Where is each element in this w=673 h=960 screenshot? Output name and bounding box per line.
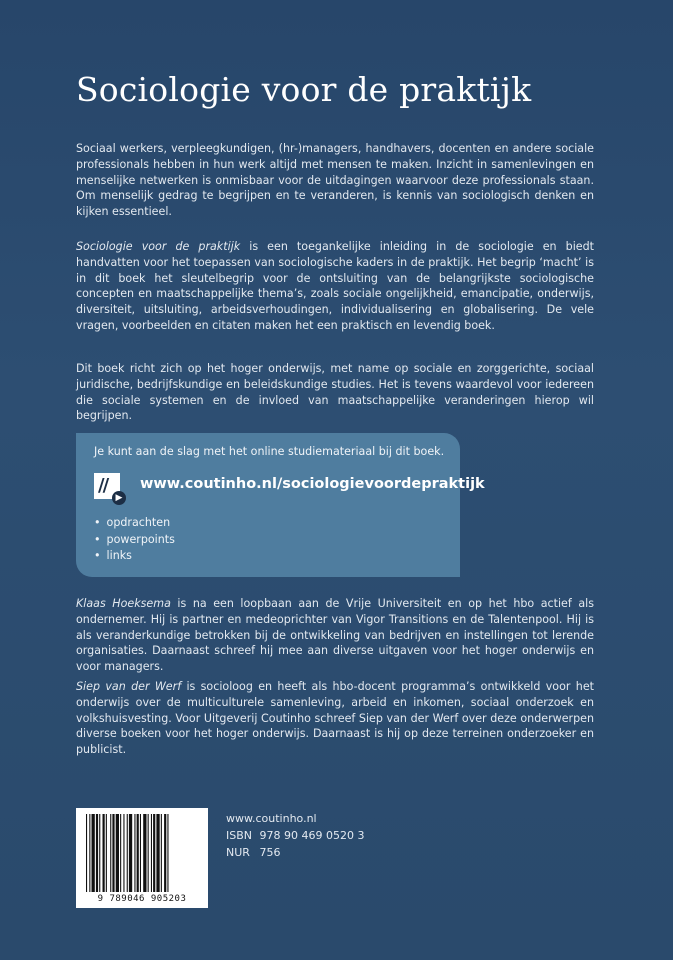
author-bio-1 xyxy=(76,596,594,675)
publisher-website: www.coutinho.nl xyxy=(226,812,317,825)
author-name-2: Siep van der Werf xyxy=(76,680,182,693)
author-bio-2-text: is socioloog en heeft als hbo-docent programma’s ontwikkeld voor het onderwijs over de multiculturele samenleving, arbeid en inkomen, sociaal onderzoek en volkshuisvesting. Voor Uitgeverij Coutinho schreef Siep van der Werf over deze onderwerpen diverse boeken voor het hoger onderwijs. Daarnaast is hij op deze terreinen onderzoeker en publicist. xyxy=(76,680,594,757)
list-item-powerpoints: • powerpoints xyxy=(94,532,175,549)
online-material-box xyxy=(76,433,485,577)
publisher-info xyxy=(226,810,364,861)
author-name-1: Klaas Hoeksema xyxy=(76,597,171,610)
nur-label: NUR xyxy=(226,846,250,859)
author-bio-2 xyxy=(76,679,594,758)
isbn-barcode xyxy=(76,808,208,908)
barcode-bars-graphic xyxy=(84,814,200,892)
description-paragraph-1: Sociaal werkers, verpleegkundigen, (hr-)managers, handhavers, docenten en andere sociale professionals hebben in hun werk altijd met mensen te maken. Inzicht in samenlevingen en menselijke netwerken is onmisbaar voor de uitdagingen waarvoor deze professionals staan. Om menselijk gedrag te begrijpen en te veranderen, is kennis van sociologisch denken en kijken essentieel. xyxy=(76,142,594,219)
isbn-label: ISBN xyxy=(226,829,253,842)
isbn-line xyxy=(226,827,364,844)
list-item-opdrachten: • opdrachten xyxy=(94,515,175,532)
paragraph-2-text: is een toegankelijke inleiding in de sociologie en biedt handvatten voor het toepassen van sociologische kaders in de praktijk. Het begrip ‘macht’ is in dit boek het sleutelbegrip voor de ontsluiting van de belangrijkste sociologische concepten en maatschappelijke thema’s, zoals sociale ongelijkheid, emancipatie, onderwijs, diversiteit, uitsluiting, arbeidsverhoudingen, individualisering en globalisering. De vele vragen, voorbeelden en citaten maken het een praktisch en levendig boek. xyxy=(76,240,594,332)
barcode-digits: 9 789046 905203 xyxy=(97,894,187,904)
online-url-link[interactable]: www.coutinho.nl/sociologievoordepraktijk xyxy=(140,476,485,492)
online-materials-list xyxy=(94,515,175,565)
description-paragraph-3: Dit boek richt zich op het hoger onderwijs, met name op sociale en zorggerichte, sociaal juridische, bedrijfskundige en beleidskundige studies. Het is tevens waardevol voor iedereen die sociale systemen en de invloed van maatschappelijke veranderingen hierop wil begrijpen. xyxy=(76,362,594,423)
book-title: Sociologie voor de praktijk xyxy=(76,70,532,109)
nur-value: 756 xyxy=(259,846,281,859)
coutinho-online-logo-icon: // ▶ xyxy=(94,473,120,499)
book-title-italic: Sociologie voor de praktijk xyxy=(76,240,241,253)
author-bio-1-text: is na een loopbaan aan de Vrije Universiteit en op het hbo actief als ondernemer. Hij is partner en medeoprichter van Vigor Transitions en de Talentenpool. Hij is als veranderkundige betrokken bij de ontwikkeling van bedrijven en instellingen tot lerende organisaties. Daarnaast schreef hij mee aan diverse uitgaven voor het hoger onderwijs en voor managers. xyxy=(76,597,594,674)
isbn-value: 978 90 469 0520 3 xyxy=(259,829,365,842)
nur-line xyxy=(226,844,364,861)
online-intro-text: Je kunt aan de slag met het online studiemateriaal bij dit boek. xyxy=(94,445,445,458)
description-paragraph-2 xyxy=(76,239,594,334)
list-item-links: • links xyxy=(94,548,175,565)
